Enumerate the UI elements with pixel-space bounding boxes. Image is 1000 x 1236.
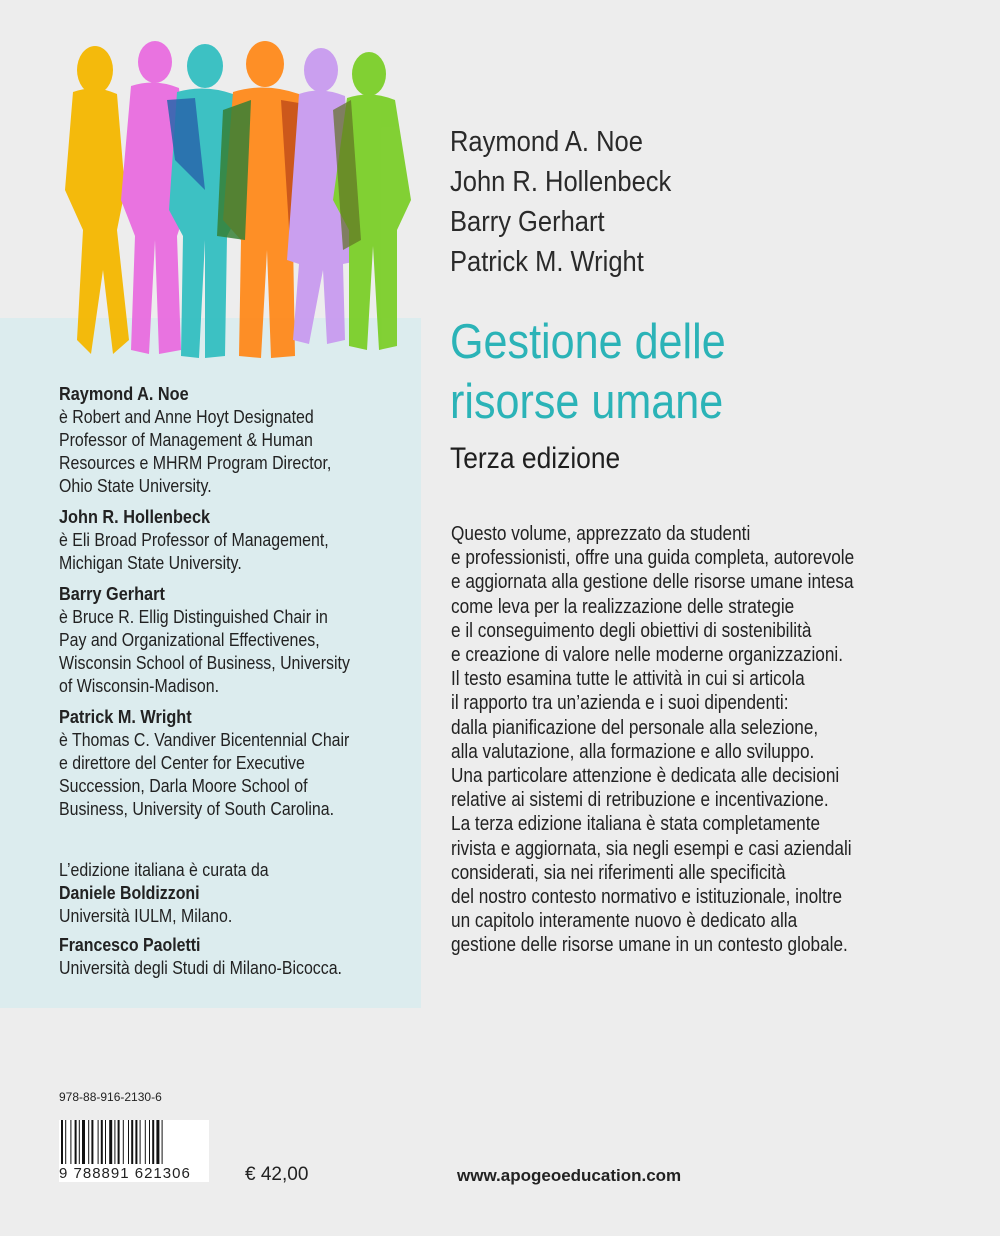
bio-line: e direttore del Center for Executive xyxy=(59,752,305,773)
description-line: relative ai sistemi di retribuzione e incentivazione. xyxy=(451,789,829,812)
barcode-bar xyxy=(114,1120,115,1164)
editor-entry xyxy=(59,881,419,927)
barcode-bar xyxy=(128,1120,129,1164)
bio-line: Business, University of South Carolina. xyxy=(59,798,335,819)
editor-affiliation: Università degli Studi di Milano-Bicocca. xyxy=(59,957,342,978)
edition-label: Terza edizione xyxy=(450,442,621,475)
italian-editors xyxy=(59,858,419,985)
author-name: Raymond A. Noe xyxy=(450,126,643,158)
people-silhouettes-illustration xyxy=(55,40,425,360)
bio-name: Patrick M. Wright xyxy=(59,706,192,727)
bio-line: Pay and Organizational Effectivenes, xyxy=(59,629,320,650)
bio-name: Raymond A. Noe xyxy=(59,383,189,404)
barcode-bar xyxy=(75,1120,77,1164)
cover-authors xyxy=(450,122,701,282)
description-line: e aggiornata alla gestione delle risorse umane intesa xyxy=(451,571,854,594)
editor-name: Daniele Boldizzoni xyxy=(59,882,200,903)
silhouette-figure xyxy=(65,46,129,354)
barcode-digits: 9 788891 621306 xyxy=(59,1164,209,1182)
description-line: rivista e aggiornata, sia negli esempi e casi aziendali xyxy=(451,837,852,860)
author-name: Barry Gerhart xyxy=(450,206,605,238)
author-bio xyxy=(59,505,419,574)
description-line: e professionisti, offre una guida completa, autorevole xyxy=(451,547,855,570)
bio-line: Resources e MHRM Program Director, xyxy=(59,452,332,473)
barcode-bar xyxy=(149,1120,150,1164)
author-name: Patrick M. Wright xyxy=(450,246,644,278)
barcode-bar xyxy=(131,1120,133,1164)
book-title-line: risorse umane xyxy=(450,375,724,429)
barcode-bar xyxy=(61,1120,63,1164)
description-line: gestione delle risorse umane in un contesto globale. xyxy=(451,934,848,957)
description-line: Il testo esamina tutte le attività in cui si articola xyxy=(451,668,805,691)
bio-line: è Thomas C. Vandiver Bicentennial Chair xyxy=(59,729,350,750)
description-line: del nostro contesto normativo e istituzionale, inoltre xyxy=(451,886,843,909)
author-bio xyxy=(59,705,419,820)
price-label: € 42,00 xyxy=(245,1164,309,1185)
book-description xyxy=(451,522,1000,958)
barcode-bar xyxy=(65,1120,66,1164)
barcode-bar xyxy=(98,1120,99,1164)
barcode-bar xyxy=(91,1120,93,1164)
barcode-bar xyxy=(109,1120,112,1164)
description-line: un capitolo interamente nuovo è dedicato alla xyxy=(451,910,798,933)
barcode-icon xyxy=(59,1120,209,1164)
description-line: il rapporto tra un’azienda e i suoi dipendenti: xyxy=(451,692,789,715)
isbn-label: 978-88-916-2130-6 xyxy=(59,1090,162,1104)
barcode-bar xyxy=(105,1120,106,1164)
description-line: La terza edizione italiana è stata completamente xyxy=(451,813,821,836)
editor-entry xyxy=(59,933,419,979)
editor-name: Francesco Paoletti xyxy=(59,934,201,955)
description-line: Questo volume, apprezzato da studenti xyxy=(451,523,751,545)
barcode-bar xyxy=(123,1120,124,1164)
barcode-bar xyxy=(88,1120,89,1164)
description-line: considerati, sia nei riferimenti alle specificità xyxy=(451,861,786,884)
barcode-bar xyxy=(135,1120,137,1164)
bio-line: Professor of Management & Human xyxy=(59,429,313,450)
author-name: John R. Hollenbeck xyxy=(450,166,672,198)
bio-line: Ohio State University. xyxy=(59,475,212,496)
editors-intro: L’edizione italiana è curata da xyxy=(59,859,269,880)
book-title-line: Gestione delle xyxy=(450,315,726,369)
barcode-bar xyxy=(79,1120,80,1164)
barcode-bar xyxy=(145,1120,146,1164)
bio-line: è Robert and Anne Hoyt Designated xyxy=(59,406,314,427)
barcode-bar xyxy=(156,1120,159,1164)
description-line: Una particolare attenzione è dedicata alle decisioni xyxy=(451,765,840,788)
barcode-bar xyxy=(152,1120,154,1164)
barcode-bar xyxy=(118,1120,120,1164)
author-bio xyxy=(59,382,419,497)
bio-name: John R. Hollenbeck xyxy=(59,506,211,527)
description-line: e creazione di valore nelle moderne organizzazioni. xyxy=(451,644,844,667)
author-bio xyxy=(59,582,419,697)
editor-affiliation: Università IULM, Milano. xyxy=(59,905,233,926)
bio-name: Barry Gerhart xyxy=(59,583,165,604)
description-line: alla valutazione, alla formazione e allo sviluppo. xyxy=(451,740,815,763)
bio-line: è Eli Broad Professor of Management, xyxy=(59,529,329,550)
publisher-website-link[interactable]: www.apogeoeducation.com xyxy=(457,1166,682,1185)
description-line: e il conseguimento degli obiettivi di sostenibilità xyxy=(451,619,812,642)
author-bios xyxy=(59,382,419,828)
barcode-bar xyxy=(70,1120,71,1164)
bio-line: Michigan State University. xyxy=(59,552,242,573)
barcode-bar xyxy=(82,1120,85,1164)
bio-line: è Bruce R. Ellig Distinguished Chair in xyxy=(59,606,328,627)
bio-line: Wisconsin School of Business, University xyxy=(59,652,350,673)
bio-line: Succession, Darla Moore School of xyxy=(59,775,308,796)
book-title xyxy=(450,312,763,432)
barcode-bar xyxy=(162,1120,163,1164)
barcode-bar xyxy=(101,1120,103,1164)
bio-line: of Wisconsin-Madison. xyxy=(59,675,220,696)
barcode-bar xyxy=(140,1120,141,1164)
description-line: come leva per la realizzazione delle strategie xyxy=(451,595,795,618)
description-line: dalla pianificazione del personale alla selezione, xyxy=(451,716,819,739)
